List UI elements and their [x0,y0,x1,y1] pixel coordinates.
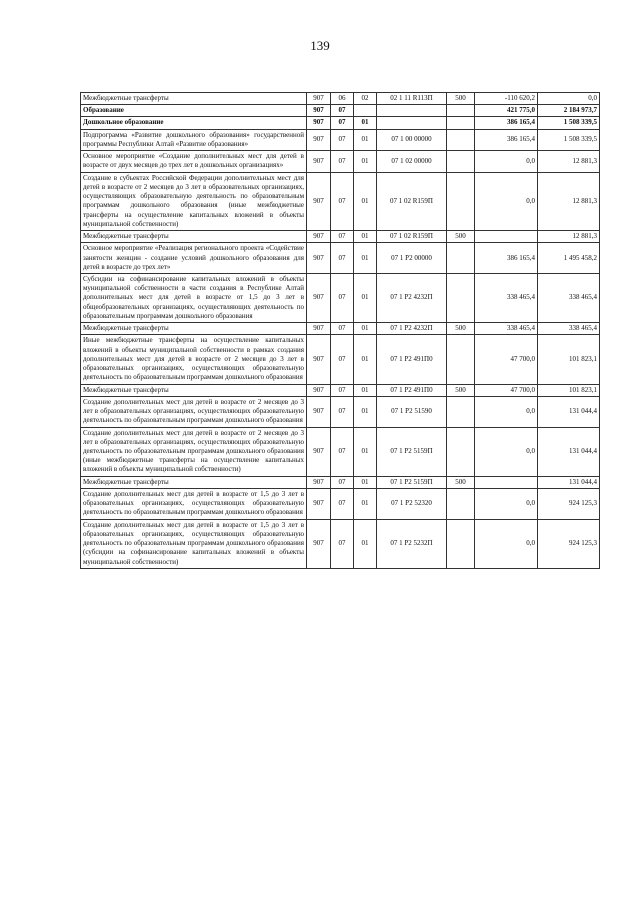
subsection-code-cell: 01 [354,323,377,335]
target-article-cell: 07 1 P2 51590 [377,396,447,427]
section-code-cell: 07 [331,384,354,396]
row-name-cell: Образование [81,105,307,117]
ved-code-cell: 907 [307,384,331,396]
section-code-cell: 07 [331,105,354,117]
table-body [81,93,600,569]
row-name-cell: Подпрограмма «Развитие дошкольного образования» государственной программы Республики Алтай «Развитие образования» [81,129,307,150]
sum-second-cell: 338 465,4 [538,323,600,335]
sum-second-cell: 101 823,1 [538,335,600,384]
row-name-cell: Межбюджетные трансферты [81,323,307,335]
section-code-cell: 07 [331,129,354,150]
sum-first-cell [475,476,538,488]
table-row [81,384,600,396]
sum-second-cell: 1 508 339,5 [538,129,600,150]
sum-first-cell: 47 700,0 [475,335,538,384]
target-article-cell [377,117,447,129]
expense-type-cell: 500 [447,476,475,488]
expense-type-cell [447,117,475,129]
sum-first-cell: 421 775,0 [475,105,538,117]
sum-first-cell [475,231,538,243]
expense-type-cell: 500 [447,93,475,105]
section-code-cell: 07 [331,151,354,172]
ved-code-cell: 907 [307,117,331,129]
table-row [81,93,600,105]
target-article-cell: 07 1 P2 5159П [377,476,447,488]
row-name-cell: Субсидии на софинансирование капитальных вложений в объекты муниципальной собственности в части создания в Республике Алтай дополнительных мест для детей в возрасте от 1,5 до 3 лет в общеобразовательных организациях, осуществляющих деятельность по образовательным программам дошкольного образования [81,273,307,322]
expense-type-cell: 500 [447,384,475,396]
sum-first-cell: 338 465,4 [475,273,538,322]
expense-type-cell [447,396,475,427]
sum-first-cell: 0,0 [475,396,538,427]
section-code-cell: 07 [331,323,354,335]
target-article-cell: 07 1 02 R159П [377,172,447,230]
row-name-cell: Создание дополнительных мест для детей в возрасте от 1,5 до 3 лет в образовательных организациях, осуществляющих образовательную деятельность по образовательным программам дошкольного образования [81,488,307,519]
sum-first-cell: 338 465,4 [475,323,538,335]
sum-first-cell: 386 165,4 [475,243,538,274]
section-code-cell: 06 [331,93,354,105]
section-code-cell: 07 [331,335,354,384]
subsection-code-cell: 01 [354,172,377,230]
table-row [81,427,600,476]
ved-code-cell: 907 [307,335,331,384]
ved-code-cell: 907 [307,172,331,230]
ved-code-cell: 907 [307,243,331,274]
sum-second-cell: 1 508 339,5 [538,117,600,129]
subsection-code-cell: 01 [354,384,377,396]
subsection-code-cell: 01 [354,129,377,150]
budget-table [80,92,600,569]
row-name-cell: Основное мероприятие «Создание дополнительных мест для детей в возрасте от двух месяцев до трех лет в дошкольных организациях» [81,151,307,172]
expense-type-cell [447,427,475,476]
sum-first-cell: 0,0 [475,172,538,230]
ved-code-cell: 907 [307,151,331,172]
sum-second-cell: 101 823,1 [538,384,600,396]
subsection-code-cell: 01 [354,335,377,384]
section-code-cell: 07 [331,519,354,568]
subsection-code-cell: 01 [354,427,377,476]
target-article-cell [377,105,447,117]
ved-code-cell: 907 [307,476,331,488]
row-name-cell: Дошкольное образование [81,117,307,129]
expense-type-cell [447,273,475,322]
sum-first-cell: 386 165,4 [475,117,538,129]
target-article-cell: 07 1 02 R159П [377,231,447,243]
sum-second-cell: 338 465,4 [538,273,600,322]
target-article-cell: 07 1 P2 5232П [377,519,447,568]
sum-second-cell: 12 881,3 [538,172,600,230]
expense-type-cell [447,488,475,519]
target-article-cell: 07 1 P2 4232П [377,323,447,335]
sum-first-cell: -110 620,2 [475,93,538,105]
section-code-cell: 07 [331,243,354,274]
section-code-cell: 07 [331,427,354,476]
section-code-cell: 07 [331,488,354,519]
ved-code-cell: 907 [307,93,331,105]
target-article-cell: 02 1 11 R113П [377,93,447,105]
row-name-cell: Межбюджетные трансферты [81,384,307,396]
ved-code-cell: 907 [307,427,331,476]
target-article-cell: 07 1 P2 4232П [377,273,447,322]
table-row [81,488,600,519]
subsection-code-cell: 01 [354,396,377,427]
table-row [81,151,600,172]
row-name-cell: Межбюджетные трансферты [81,93,307,105]
section-code-cell: 07 [331,476,354,488]
table-row [81,243,600,274]
row-name-cell: Межбюджетные трансферты [81,476,307,488]
sum-second-cell: 1 495 458,2 [538,243,600,274]
target-article-cell: 07 1 00 00000 [377,129,447,150]
ved-code-cell: 907 [307,323,331,335]
sum-first-cell: 386 165,4 [475,129,538,150]
expense-type-cell: 500 [447,231,475,243]
section-code-cell: 07 [331,396,354,427]
table-row [81,231,600,243]
expense-type-cell [447,243,475,274]
expense-type-cell: 500 [447,323,475,335]
sum-second-cell: 131 044,4 [538,427,600,476]
expense-type-cell [447,105,475,117]
target-article-cell: 07 1 P2 52320 [377,488,447,519]
row-name-cell: Создание дополнительных мест для детей в возрасте от 2 месяцев до 3 лет в образовательных организациях, осуществляющих образовательную деятельность по образовательным программам дошкольного образования [81,396,307,427]
subsection-code-cell: 01 [354,476,377,488]
subsection-code-cell: 01 [354,519,377,568]
table-row [81,105,600,117]
target-article-cell: 07 1 P2 5159П [377,427,447,476]
row-name-cell: Иные межбюджетные трансферты на осуществление капитальных вложений в объекты муниципальной собственности в рамках создания дополнительных мест для детей в возрасте от 2 месяцев до 3 лет в образовательных организациях, осуществляющих образовательную деятельность по образовательным программам дошкольного образования [81,335,307,384]
target-article-cell: 07 1 P2 491П0 [377,384,447,396]
sum-first-cell: 0,0 [475,151,538,172]
sum-second-cell: 12 881,3 [538,231,600,243]
sum-first-cell: 0,0 [475,427,538,476]
ved-code-cell: 907 [307,488,331,519]
table-row [81,396,600,427]
expense-type-cell [447,172,475,230]
expense-type-cell [447,151,475,172]
subsection-code-cell: 01 [354,117,377,129]
expense-type-cell [447,519,475,568]
sum-second-cell: 924 125,3 [538,519,600,568]
subsection-code-cell: 01 [354,231,377,243]
table-row [81,476,600,488]
table-row [81,117,600,129]
sum-second-cell: 131 044,4 [538,476,600,488]
row-name-cell: Межбюджетные трансферты [81,231,307,243]
target-article-cell: 07 1 02 00000 [377,151,447,172]
target-article-cell: 07 1 P2 491П0 [377,335,447,384]
row-name-cell: Создание дополнительных мест для детей в возрасте от 2 месяцев до 3 лет в образовательных организациях, осуществляющих образовательную деятельность по образовательным программам дошкольного образования (иные межбюджетные трансферты на осуществление капитальных вложений в объекты муниципальной собственности) [81,427,307,476]
table-row [81,172,600,230]
ved-code-cell: 907 [307,519,331,568]
sum-second-cell: 924 125,3 [538,488,600,519]
ved-code-cell: 907 [307,396,331,427]
section-code-cell: 07 [331,273,354,322]
table-row [81,273,600,322]
table-row [81,519,600,568]
sum-first-cell: 47 700,0 [475,384,538,396]
table-row [81,335,600,384]
ved-code-cell: 907 [307,273,331,322]
sum-second-cell: 2 184 973,7 [538,105,600,117]
sum-first-cell: 0,0 [475,488,538,519]
ved-code-cell: 907 [307,231,331,243]
section-code-cell: 07 [331,172,354,230]
sum-second-cell: 0,0 [538,93,600,105]
row-name-cell: Создание дополнительных мест для детей в возрасте от 1,5 до 3 лет в образовательных организациях, осуществляющих образовательную деятельность по образовательным программам дошкольного образования (субсидии на софинансирование капитальных вложений в объекты муниципальной собственности) [81,519,307,568]
subsection-code-cell: 02 [354,93,377,105]
sum-second-cell: 12 881,3 [538,151,600,172]
sum-first-cell: 0,0 [475,519,538,568]
row-name-cell: Создание в субъектах Российской Федерации дополнительных мест для детей в возрасте от 2 месяцев до 3 лет в образовательных организациях, осуществляющих образовательную деятельность по образовательным программам дошкольного образования (иные межбюджетные трансферты на осуществление капитальных вложений в объекты муниципальной собственности) [81,172,307,230]
ved-code-cell: 907 [307,105,331,117]
ved-code-cell: 907 [307,129,331,150]
expense-type-cell [447,335,475,384]
subsection-code-cell: 01 [354,488,377,519]
sum-second-cell: 131 044,4 [538,396,600,427]
subsection-code-cell: 01 [354,243,377,274]
target-article-cell: 07 1 P2 00000 [377,243,447,274]
page-number: 139 [310,38,330,53]
subsection-code-cell [354,105,377,117]
section-code-cell: 07 [331,117,354,129]
row-name-cell: Основное мероприятие «Реализация регионального проекта «Содействие занятости женщин - создание условий дошкольного образования для детей в возрасте до трех лет» [81,243,307,274]
expense-type-cell [447,129,475,150]
subsection-code-cell: 01 [354,151,377,172]
table-row [81,129,600,150]
table-row [81,323,600,335]
section-code-cell: 07 [331,231,354,243]
subsection-code-cell: 01 [354,273,377,322]
